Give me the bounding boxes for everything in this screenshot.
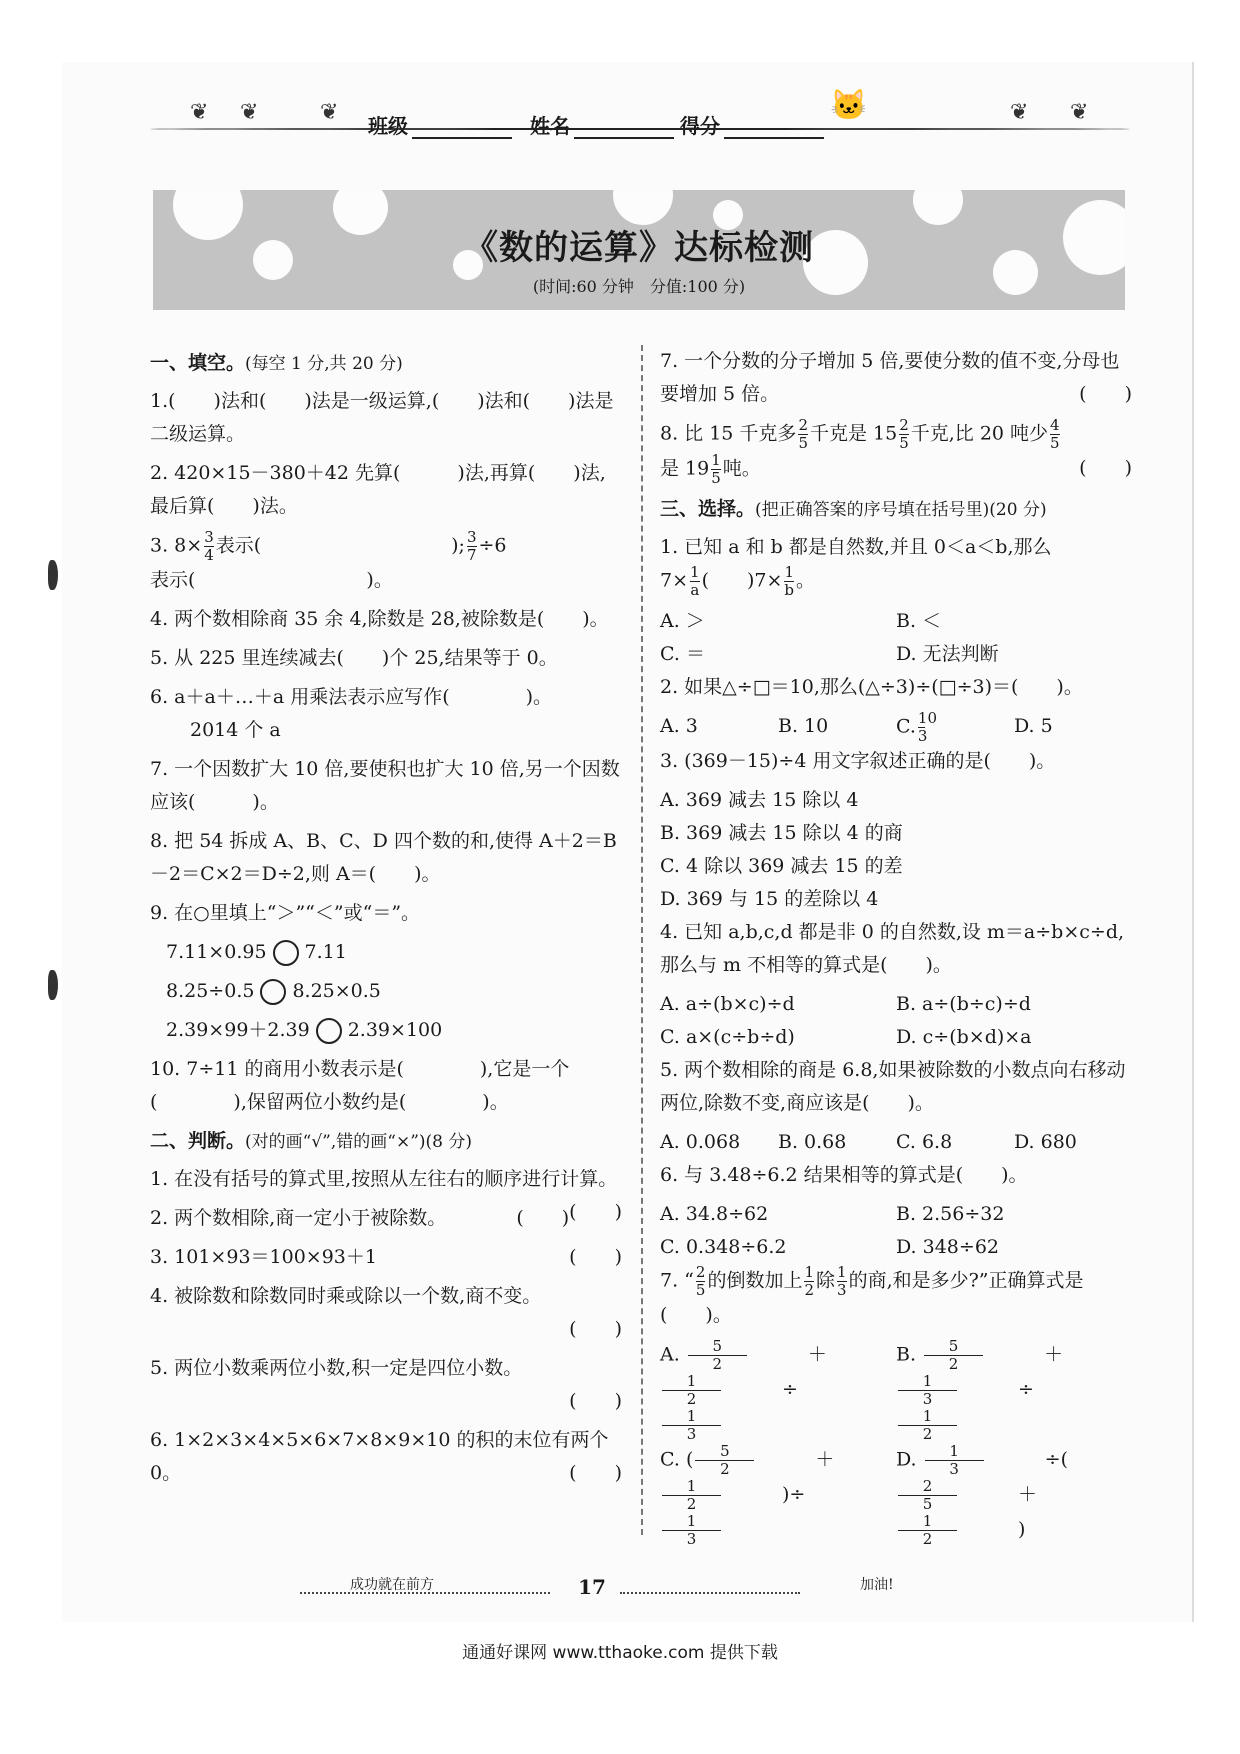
class-field: 班级	[368, 110, 512, 139]
plant-icon: ❦	[1070, 100, 1089, 125]
title-banner	[153, 190, 1125, 310]
choice-question: 3. (369－15)÷4 用文字叙述正确的是( )。	[660, 750, 1056, 772]
page-subtitle: (时间:60 分钟 分值:100 分)	[532, 277, 746, 296]
left-column	[150, 345, 622, 1496]
compare-item: 7.11×0.95 7.11	[166, 936, 622, 969]
choice-question: 5. 两个数相除的商是 6.8,如果被除数的小数点向右移动两位,除数不变,商应该是( )。	[660, 1059, 1126, 1114]
page-title: 《数的运算》达标检测	[464, 228, 814, 268]
question: 6. a＋a＋…＋a 用乘法表示应写作( )。 2014 个 a	[150, 686, 553, 741]
name-field: 姓名	[530, 110, 674, 139]
plant-icon: ❦	[1010, 100, 1029, 125]
compare-circle[interactable]	[316, 1018, 342, 1044]
scan-mark	[48, 970, 58, 1000]
question: 4. 两个数相除商 35 余 4,除数是 28,被除数是( )。	[150, 608, 609, 630]
plant-icon: ❦	[190, 100, 209, 125]
compare-circle[interactable]	[260, 979, 286, 1005]
judge-item: 2. 两个数相除,商一定小于被除数。 ( )	[150, 1207, 570, 1229]
right-column	[660, 345, 1132, 1548]
question: 2. 420×15－380＋42 先算( )法,再算( )法,最后算( )法。	[150, 462, 606, 517]
source-watermark: 通通好课网 www.tthaoke.com 提供下载	[462, 1643, 778, 1663]
judge-item: 4. 被除数和除数同时乘或除以一个数,商不变。 ( )	[150, 1285, 622, 1340]
choice-options: A. a÷(b×c)÷d B. a÷(b÷c)÷d C. a×(c÷b÷d) D. c÷(b×d)×a	[660, 993, 1032, 1048]
question: 8. 把 54 拆成 A、B、C、D 四个数的和,使得 A＋2＝B－2＝C×2＝D÷2,则 A＝( )。	[150, 830, 617, 885]
choice-options: A. 369 减去 15 除以 4 B. 369 减去 15 除以 4 的商 C. 4 除以 369 减去 15 的差 D. 369 与 15 的差除以 4	[660, 789, 903, 910]
choice-options: A. 3 B. 10 C. $\frac{10}{3}$ D. 5	[660, 709, 1053, 745]
score-field: 得分	[680, 110, 824, 139]
page-footer: 成功就在前方 17 加油!	[300, 1570, 1160, 1610]
cat-icon: 🐱	[830, 88, 868, 123]
choice-question: 4. 已知 a,b,c,d 都是非 0 的自然数,设 m＝a÷b×c÷d,那么与 m 不相等的算式是( )。	[660, 921, 1125, 976]
section-title: 二、判断。(对的画“√”,错的画“×”)(8 分)	[150, 1130, 473, 1152]
choice-question: 1. 已知 a 和 b 都是自然数,并且 0＜a＜b,那么 7× $\frac{1}{a}$ ( )7× $\frac{1}{b}$ 。	[660, 536, 1052, 599]
choice-question: 6. 与 3.48÷6.2 结果相等的算式是( )。	[660, 1164, 1028, 1186]
question: 5. 从 225 里连续减去( )个 25,结果等于 0。	[150, 647, 558, 669]
judge-item: 6. 1×2×3×4×5×6×7×8×9×10 的积的末位有两个 0。 ( )	[150, 1429, 622, 1484]
plant-icon: ❦	[320, 100, 339, 125]
worksheet-header	[150, 88, 1130, 148]
judge-item: 5. 两位小数乘两位小数,积一定是四位小数。 ( )	[150, 1357, 622, 1412]
scan-mark	[48, 560, 58, 590]
choice-options: A. 34.8÷62 B. 2.56÷32 C. 0.348÷6.2 D. 348÷62	[660, 1203, 1005, 1258]
page-number: 17	[578, 1575, 606, 1599]
compare-item: 2.39×99＋2.39 2.39×100	[166, 1014, 622, 1047]
question: 3. 8× $\frac{3}{4}$ 表示( ); $\frac{3}{7}$ ÷6 表示( )。	[150, 528, 507, 591]
section-title: 一、填空。(每空 1 分,共 20 分)	[150, 352, 403, 374]
choice-question: 2. 如果△÷□＝10,那么(△÷3)÷(□÷3)＝( )。	[660, 676, 1083, 698]
compare-circle[interactable]	[273, 940, 299, 966]
question: 1.( )法和( )法是一级运算,( )法和( )法是二级运算。	[150, 390, 614, 445]
choice-options: A. 0.068 B. 0.68 C. 6.8 D. 680	[660, 1131, 1077, 1153]
judge-item: 1. 在没有括号的算式里,按照从左往右的顺序进行计算。 ( )	[150, 1168, 622, 1223]
plant-icon: ❦	[240, 100, 259, 125]
compare-item: 8.25÷0.5 8.25×0.5	[166, 975, 622, 1008]
choice-question: 7. “ $\frac{2}{5}$ 的倒数加上 $\frac{1}{2}$ 除 $\frac{1}{3}$ 的商,和是多少?”正确算式是( )。	[660, 1263, 1084, 1326]
judge-item: 8. 比 15 千克多 $\frac{2}{5}$ 千克是 15 $\frac{2}{5}$ 千克,比 20 吨少 $\frac{4}{5}$ 是 19 $\frac{1}{5}$ 吨。 ( )	[660, 416, 1132, 487]
judge-item: 3. 101×93＝100×93＋1 ( )	[150, 1246, 622, 1268]
question: 7. 一个因数扩大 10 倍,要使积也扩大 10 倍,另一个因数应该( )。	[150, 758, 620, 813]
choice-options: A. ＞ B. ＜ C. ＝ D. 无法判断	[660, 610, 999, 665]
choice-options: A. $\frac{5}{2}$ ＋ $\frac{1}{2}$ ÷ $\frac{1}{3}$ B. $\frac{5}{2}$ ＋ $\frac{1}{3}$ ÷ $\frac{1}{2}$ C. ( $\frac{5}{2}$ ＋ $\frac{1}{2}$ )÷ $\frac{1}{3}$ D. $\frac{1}{3}$ ÷( $\frac{2}{5}$ ＋ $\frac{1}{2}$ )	[660, 1337, 1068, 1548]
question: 9. 在○里填上“＞”“＜”或“＝”。	[150, 902, 421, 924]
judge-item: 7. 一个分数的分子增加 5 倍,要使分数的值不变,分母也要增加 5 倍。 ( )	[660, 350, 1132, 405]
question: 10. 7÷11 的商用小数表示是( ),它是一个( ),保留两位小数约是( )。	[150, 1058, 570, 1113]
section-title: 三、选择。(把正确答案的序号填在括号里)(20 分)	[660, 498, 1047, 520]
